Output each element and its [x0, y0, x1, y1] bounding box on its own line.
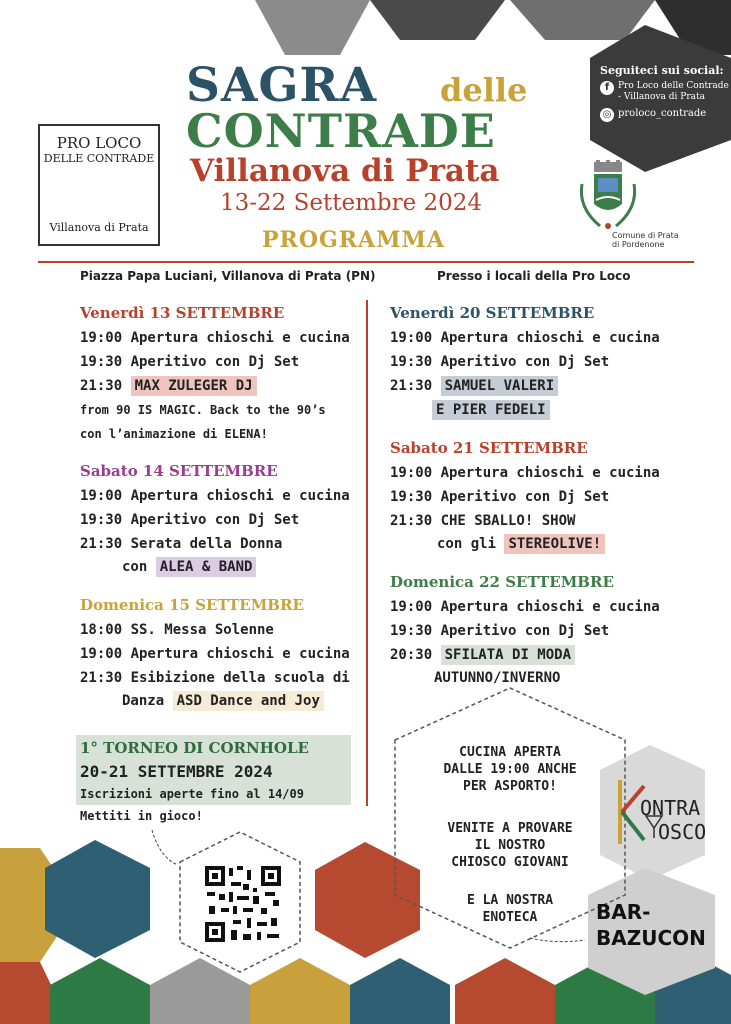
- logo-line2: DELLE CONTRADE: [43, 151, 155, 165]
- day-title-sabato-21: Sabato 21 SETTEMBRE: [390, 439, 588, 457]
- title-delle: delle: [440, 71, 528, 109]
- torneo-cta: Mettiti in gioco!: [80, 809, 203, 823]
- event-line: 19:00 Apertura chioschi e cucina: [80, 330, 350, 346]
- artist-highlight: MAX ZULEGER DJ: [131, 376, 257, 396]
- instagram-icon: ◎: [600, 108, 614, 122]
- event-line: 19:30 Aperitivo con Dj Set: [390, 623, 610, 639]
- kontrakosco-line1: ONTRA: [640, 796, 701, 820]
- kontrakosco-logo: [622, 798, 706, 842]
- event-line: 19:30 Aperitivo con Dj Set: [80, 512, 300, 528]
- event-line: [122, 560, 256, 574]
- artist-highlight: SAMUEL VALERI: [441, 376, 559, 396]
- qr-code-icon: [203, 864, 283, 944]
- enoteca-text: [430, 893, 590, 927]
- chiosco-text: [400, 821, 620, 872]
- event-line: [122, 694, 324, 708]
- event-line: 19:00 Apertura chioschi e cucina: [390, 599, 660, 615]
- day-title-sabato-14: Sabato 14 SETTEMBRE: [80, 462, 278, 480]
- hexagon-top-1: [255, 0, 370, 55]
- event-time: 20:30: [390, 647, 433, 663]
- cucina-text: [400, 745, 620, 796]
- event-note: con l’animazione di ELENA!: [80, 427, 268, 441]
- comune-crest-icon: [581, 160, 634, 229]
- hexagon-top-2: [370, 0, 505, 40]
- event-line: [80, 379, 257, 393]
- cucina-line: IL NOSTRO: [474, 837, 546, 853]
- cucina-line: VENITE A PROVARE: [447, 821, 573, 836]
- cucina-line: CHIOSCO GIOVANI: [451, 854, 569, 870]
- event-line: 19:00 Apertura chioschi e cucina: [80, 488, 350, 504]
- event-line: 19:00 Apertura chioschi e cucina: [390, 465, 660, 481]
- event-line: 21:30 Serata della Donna: [80, 536, 283, 552]
- facebook-icon: f: [600, 81, 614, 95]
- facebook-link[interactable]: [600, 81, 729, 104]
- torneo-iscrizioni: Iscrizioni aperte fino al 14/09: [80, 787, 304, 801]
- cucina-line: PER ASPORTO!: [463, 778, 557, 794]
- artist-highlight: STEREOLIVE!: [504, 534, 605, 554]
- event-line: 19:00 Apertura chioschi e cucina: [80, 646, 350, 662]
- barbazucon-logo-line2: BAZUCON: [596, 926, 706, 950]
- facebook-line1: Pro Loco delle Contrade: [618, 81, 729, 91]
- torneo-dates: 20-21 SETTEMBRE 2024: [80, 762, 273, 781]
- instagram-link[interactable]: [600, 108, 729, 122]
- event-line: [432, 403, 550, 417]
- social-box: [600, 64, 729, 122]
- event-connector: con: [122, 559, 148, 575]
- venue-address: Piazza Papa Luciani, Villanova di Prata (PN): [80, 269, 376, 283]
- hexagon-bottom-6: [250, 958, 350, 1024]
- event-line: 19:30 Aperitivo con Dj Set: [390, 354, 610, 370]
- event-line: 19:00 Apertura chioschi e cucina: [390, 330, 660, 346]
- title-location: Villanova di Prata: [190, 153, 500, 189]
- day-title-venerdi-13: Venerdì 13 SETTEMBRE: [80, 304, 285, 322]
- comune-line1: Comune di Prata: [612, 231, 679, 240]
- cucina-line: DALLE 19:00 ANCHE: [443, 761, 577, 777]
- kontrakosco-line2: OSCO: [658, 820, 707, 844]
- day-title-domenica-22: Domenica 22 SETTEMBRE: [390, 573, 614, 591]
- title-contrade: CONTRADE: [186, 104, 496, 158]
- title-sagra: SAGRA: [186, 58, 378, 113]
- event-note: from 90 IS MAGIC. Back to the 90’s: [80, 403, 326, 417]
- cucina-line: E LA NOSTRA: [466, 893, 554, 908]
- artist-highlight: SFILATA DI MODA: [441, 645, 575, 665]
- venue-premises: Presso i locali della Pro Loco: [437, 269, 631, 283]
- hexagon-bottom-2: [45, 840, 150, 958]
- event-line: 19:30 Aperitivo con Dj Set: [390, 489, 610, 505]
- header-divider: [38, 261, 694, 263]
- instagram-handle: proloco_contrade: [618, 107, 707, 119]
- comune-line2: di Pordenone: [612, 239, 665, 249]
- social-heading: Seguiteci sui social:: [600, 64, 724, 77]
- proloco-logo: [38, 124, 160, 246]
- day-title-domenica-15: Domenica 15 SETTEMBRE: [80, 596, 304, 614]
- event-line: 18:00 SS. Messa Solenne: [80, 622, 274, 638]
- day-title-venerdi-20: Venerdì 20 SETTEMBRE: [390, 304, 595, 322]
- logo-line1: PRO LOCO: [56, 134, 142, 152]
- event-time: 21:30: [390, 378, 433, 394]
- event-time: 21:30: [80, 378, 123, 394]
- hexagon-bottom-8: [350, 958, 450, 1024]
- event-connector: Danza: [122, 693, 165, 709]
- event-line: 19:30 Aperitivo con Dj Set: [80, 354, 300, 370]
- event-line: [390, 379, 558, 393]
- title-dates: 13-22 Settembre 2024: [220, 190, 483, 216]
- artist-highlight: ASD Dance and Joy: [173, 691, 324, 711]
- hexagon-bottom-9: [455, 958, 555, 1024]
- arrow-to-qr: [152, 830, 178, 865]
- artist-highlight: E PIER FEDELI: [432, 400, 550, 420]
- arrow-to-bar: [530, 938, 585, 942]
- logo-line3: Villanova di Prata: [49, 221, 149, 234]
- title-programma: PROGRAMMA: [262, 227, 445, 253]
- event-line: 21:30 Esibizione della scuola di: [80, 670, 350, 686]
- event-line: 21:30 CHE SBALLO! SHOW: [390, 513, 576, 529]
- hexagon-bottom-4: [50, 958, 150, 1024]
- event-line: AUTUNNO/INVERNO: [434, 670, 561, 686]
- event-line: [390, 648, 575, 662]
- event-connector: con gli: [437, 536, 497, 552]
- facebook-line2: - Villanova di Prata: [618, 92, 705, 103]
- cucina-line: CUCINA APERTA: [459, 745, 561, 760]
- artist-highlight: ALEA & BAND: [156, 557, 257, 577]
- cucina-line: ENOTECA: [482, 909, 538, 925]
- torneo-title: 1° TORNEO DI CORNHOLE: [80, 739, 309, 757]
- barbazucon-logo-line1: BAR-: [596, 900, 651, 924]
- column-divider: [366, 300, 368, 806]
- event-line: [437, 537, 605, 551]
- comune-label: [612, 232, 679, 250]
